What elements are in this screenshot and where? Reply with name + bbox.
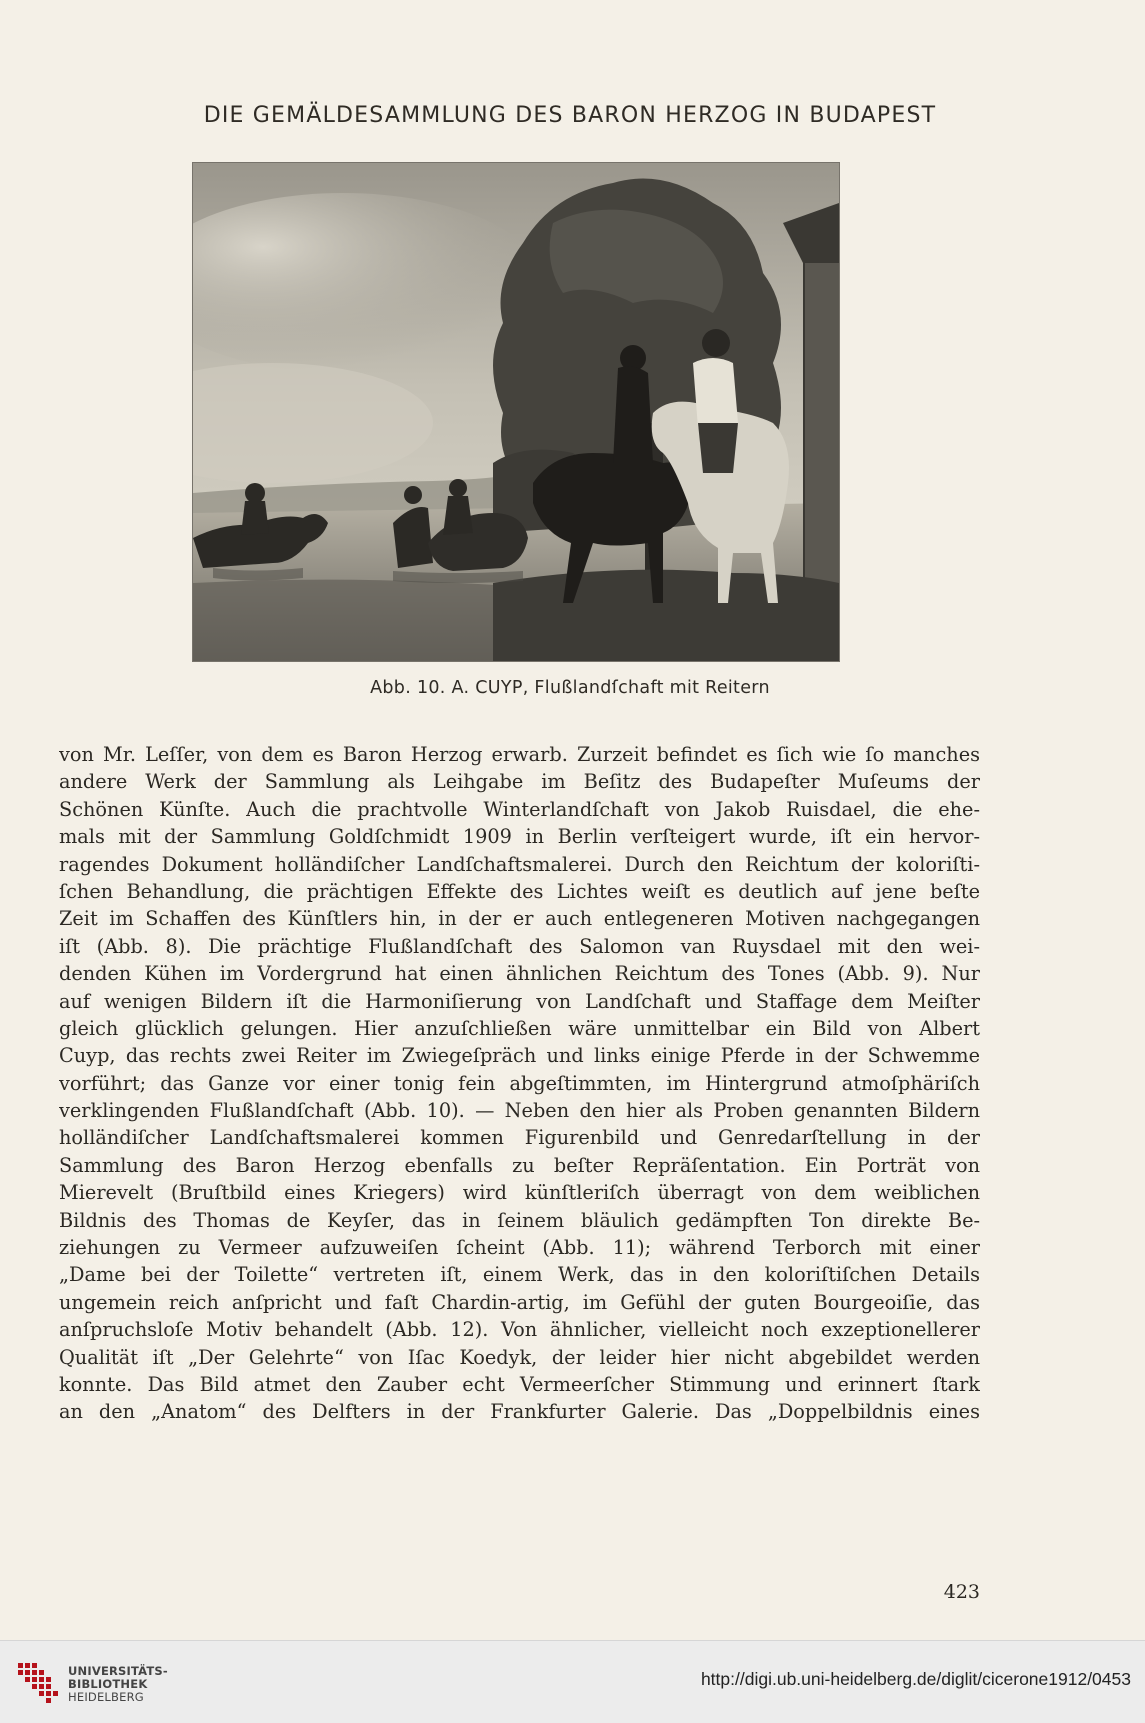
library-name-line1: UNIVERSITÄTS- bbox=[68, 1664, 168, 1678]
text-line: Sammlung des Baron Herzog ebenfalls zu beſter Repräſentation. Ein Porträt von bbox=[59, 1153, 980, 1177]
text-line: Schönen Künſte. Auch die prachtvolle Winterlandſchaft von Jakob Ruisdael, die ehe- bbox=[59, 797, 980, 821]
text-line: Qualität iſt „Der Gelehrte“ von Iſac Koedyk, der leider hier nicht abgebildet werden bbox=[59, 1345, 980, 1369]
text-line: andere Werk der Sammlung als Leihgabe im Beſitz des Budapeſter Muſeums der bbox=[59, 770, 980, 794]
text-line: Cuyp, das rechts zwei Reiter im Zwiegeſpräch und links einige Pferde in der Schwemme bbox=[59, 1044, 980, 1068]
text-line: verklingenden Flußlandſchaft (Abb. 10). — Neben den hier als Proben genannten Bildern bbox=[59, 1099, 980, 1123]
text-line: ziehungen zu Vermeer aufzuweiſen ſcheint (Abb. 11); während Terborch mit einer bbox=[59, 1236, 980, 1260]
text-line: konnte. Das Bild atmet den Zauber echt Vermeerſcher Stimmung und erinnert ſtark bbox=[59, 1372, 980, 1396]
painting-illustration bbox=[192, 162, 840, 662]
university-library-logo-icon bbox=[16, 1659, 62, 1707]
text-line: Mierevelt (Bruſtbild eines Kriegers) wird künſtleriſch überragt von dem weiblichen bbox=[59, 1181, 980, 1205]
text-line: auf wenigen Bildern iſt die Harmoniſierung von Landſchaft und Staffage dem Meiſter bbox=[59, 989, 980, 1013]
running-title: DIE GEMÄLDESAMMLUNG DES BARON HERZOG IN BUDAPEST bbox=[203, 103, 937, 128]
text-line: mals mit der Sammlung Goldſchmidt 1909 in Berlin verſteigert wurde, iſt ein hervor- bbox=[59, 825, 980, 849]
page-number: 423 bbox=[943, 1581, 980, 1603]
text-line: ſchen Behandlung, die prächtigen Effekte des Lichtes weiſt es deutlich auf jene beſte bbox=[59, 879, 980, 903]
text-line: gleich glücklich gelungen. Hier anzuſchließen wäre unmittelbar ein Bild von Albert bbox=[59, 1016, 980, 1040]
library-name-line3: HEIDELBERG bbox=[68, 1690, 144, 1704]
text-line: Zeit im Schaffen des Künſtlers hin, in der er auch entlegeneren Motiven nachgegangen bbox=[59, 907, 980, 931]
text-line: ungemein reich anſpricht und faſt Chardin-artig, im Gefühl der guten Bourgeoiſie, das bbox=[59, 1290, 980, 1314]
permalink-url[interactable]: http://digi.ub.uni-heidelberg.de/diglit/cicerone1912/0453 bbox=[700, 1669, 1131, 1689]
body-text bbox=[59, 741, 980, 1426]
footer-bar bbox=[0, 1640, 1145, 1723]
text-line: iſt (Abb. 8). Die prächtige Flußlandſchaft des Salomon van Ruysdael mit den wei- bbox=[59, 934, 980, 958]
painting-river-landscape-with-riders bbox=[193, 163, 839, 661]
text-line: an den „Anatom“ des Delfters in der Frankfurter Galerie. Das „Doppelbildnis eines bbox=[59, 1400, 980, 1424]
library-name-line2: BIBLIOTHEK bbox=[68, 1677, 148, 1691]
text-line: „Dame bei der Toilette“ vertreten iſt, einem Werk, das in den koloriſtiſchen Details bbox=[59, 1263, 980, 1287]
text-line: ragendes Dokument holländiſcher Landſchaftsmalerei. Durch den Reichtum der koloriſti- bbox=[59, 852, 980, 876]
text-line: holländiſcher Landſchaftsmalerei kommen Figurenbild und Genredarſtellung in der bbox=[59, 1126, 980, 1150]
text-line: vorführt; das Ganze vor einer tonig fein abgeſtimmten, im Hintergrund atmoſphäriſch bbox=[59, 1071, 980, 1095]
figure-caption: Abb. 10. A. CUYP, Flußlandſchaft mit Reitern bbox=[370, 678, 770, 698]
library-name bbox=[68, 1665, 168, 1704]
text-line: anſpruchsloſe Motiv behandelt (Abb. 12). Von ähnlicher, vielleicht noch exzeptionellerer bbox=[59, 1318, 980, 1342]
text-line: von Mr. Leſſer, von dem es Baron Herzog erwarb. Zurzeit befindet es ſich wie ſo manches bbox=[59, 743, 980, 766]
text-line: denden Kühen im Vordergrund hat einen ähnlichen Reichtum des Tones (Abb. 9). Nur bbox=[59, 962, 980, 986]
text-line: Bildnis des Thomas de Keyſer, das in ſeinem bläulich gedämpften Ton direkte Be- bbox=[59, 1208, 980, 1232]
